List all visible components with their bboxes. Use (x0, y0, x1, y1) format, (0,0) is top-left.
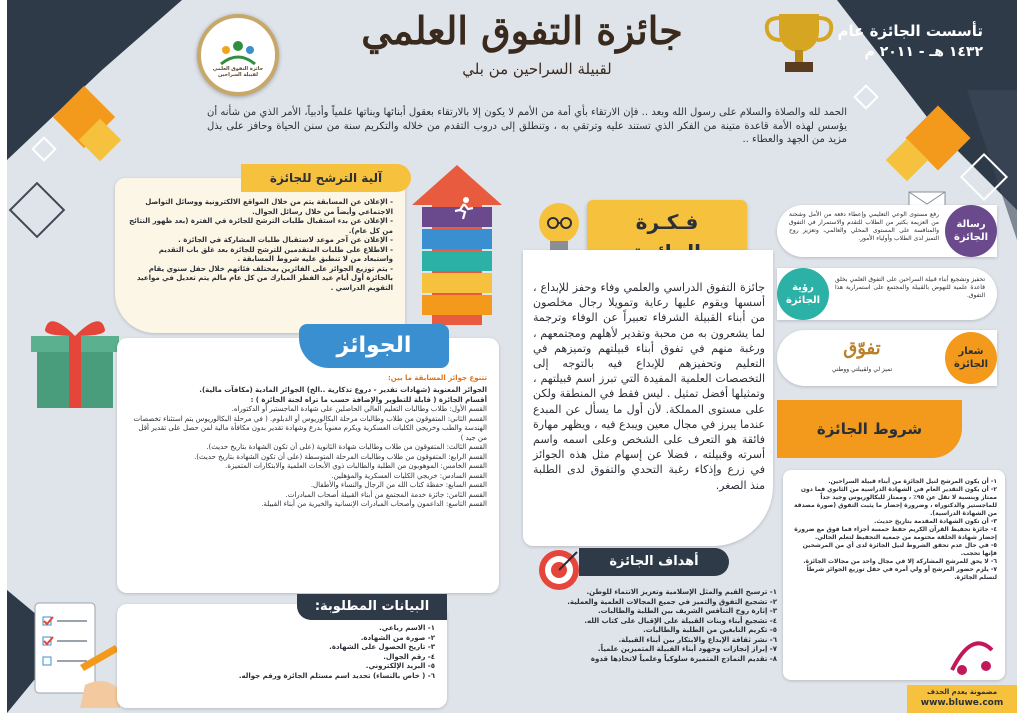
list-item: ٧- إبراز إنجازات وجهود أبناء القبيلة المتميزين علمياً. (597, 645, 777, 653)
vision-title: رؤية الجائزة (785, 282, 821, 306)
list-item: - يتم توزيع الجوائز على الفائزين بمختلف فئاتهم خلال حفل سنوي يقام بالجائزة أول أيام عيد الفطر المبارك من كل عام مالم يتم تعديل في مواعيد التقويم الدراسي . (136, 264, 393, 292)
nomination-title: آلية الترشح للجائزة (241, 164, 411, 192)
list-item: ٥- تكريم النابغين من الطلبة والطالبات. (643, 626, 777, 634)
idea-text: جائزة التفوق الدراسي والعلمي وفاء وحفز للإبداع ، أسسها ويقوم عليها رعاية وتمويلا رجال مخلصون من أبناء القبيلة الشرفاء تعبيراً عن الوفاء وترجمة لما يشعرون به من محبة وتقدير لأهلهم ومجتمعهم ، ورغبة منهم في تفوق أبناء قبيلتهم وتميزهم في التعليم وتحفيزهم للإبداع فيه بالتوجه إلى التخصصات العلمية المفيدة التي تبرز اسم قبيلتهم ، وتمثيلها أفضل تمثيل . ليس فقط في المنطقة ولكن على مستوى المملكة. لأن أول ما يسأل عن المبدع عندما يبرز في مجال معين ويبدع فيه ، ويظهر مهارة فائقة هو التعرف على الشخص وعلى اسمه واسم أسرته وقبيلته ، فضلا عن إسهام مثل هذه الجوائز في زرع وإذكاء رغبة التحدي والتفوق لدى الطلبة منذ الصغر. (533, 281, 765, 492)
prizes-panel (117, 333, 499, 593)
list-item: ٦- نشر ثقافة الإبداع والابتكار بين أبناء القبيلة. (618, 635, 777, 644)
list-item: ٣- أن تكون الشهادة المقدمة بتاريخ حديث. (874, 518, 997, 525)
watermark-logo-icon (942, 630, 1002, 680)
goals-title-box (579, 548, 729, 576)
founded-label: تأسست الجائزة عام (837, 22, 983, 40)
page-subtitle: لقبيلة السراحين من بلي (462, 60, 612, 78)
list-item: ٨- تقديم النماذج المتميزة سلوكياً وعلمياً لاتخاذها قدوة (590, 654, 777, 663)
idea-title: فـكـرة (635, 210, 699, 234)
list-item: القسم الثالث: المتفوقون من طلاب وطالبات شهادة الثانوية (على أن تكون الشهادة بتاريخ حديث). (206, 443, 487, 451)
conditions-title-box (777, 400, 962, 458)
list-item: ٣- تاريخ الحصول على الشهادة. (329, 643, 435, 651)
nomination-list (128, 198, 393, 293)
message-title: رسالة الجائزة (953, 219, 989, 243)
message-text: رفع مستوى الوعي التعليمي وإعطاء دفعة من الأمل وشحنة من العزيمة بكثير من الطلاب للتقدم والاستمرار في التفوق والمنافسة على المستوى المحلي والعالمي، وتعزيز روح التميز لدى الطلاب وأولياء الأمور. (789, 211, 939, 242)
page-title: جائزة التفوق العلمي (361, 8, 683, 53)
vision-badge (777, 268, 829, 320)
slogan-caption: تميز لي ولقبيلتي ووطني (831, 366, 893, 373)
stairs-graphic (407, 165, 507, 325)
logo-text: جائزة التفوق العلمي لقبيلة السراحين (212, 66, 264, 78)
list-item: ٢- تشجيع التفوق والتميز في جميع المجالات العلمية والعملية. (567, 597, 777, 606)
watermark-line1: مضمونة يعدم الحذف (926, 688, 998, 696)
slogan-word: تفوّق (843, 338, 881, 359)
list-item: - الإعلان عن آخر موعد لاستقبال طلبات المشاركة في الجائزة . (178, 236, 393, 244)
list-item: ٥- في حال عدم تحقق الشروط لنيل الجائزة لدى أي من المرشحين فإنها تحجب. (802, 542, 997, 557)
list-item: ٤- جائزة تحفيظ القرآن الكريم حفظ خمسة أجزاء فما فوق مع ضرورة إحضار شهادة الحلقة مختومة من جمعية التحفيظ لتعلم الحالي. (794, 526, 997, 541)
checklist-icon (25, 595, 125, 710)
logo-emblem-icon (201, 18, 275, 92)
slogan-badge (945, 332, 997, 384)
watermark-line2: www.bluwe.com (920, 698, 1004, 708)
list-item: القسم الثامن: جائزة خدمة المجتمع من أبناء القبيلة أصحاب المبادرات. (285, 490, 487, 499)
founded-date: ١٤٣٢ هـ - ٢٠١١ م (864, 44, 983, 60)
required-list (135, 624, 435, 681)
message-panel (777, 205, 997, 257)
vision-panel (777, 268, 997, 320)
runner-icon (452, 196, 476, 220)
required-panel (117, 599, 447, 708)
list-item: ١- أن يكون المرشح لنيل الجائزة من أبناء قبيلة السراحين. (828, 478, 997, 485)
intro-paragraph: الحمد لله والصلاة والسلام على رسول الله وبعد .. فإن الارتقاء بأي أمة من الأمم لا يكون إلا بالارتقاء بعقول أبنائها وبناتها علمياً وأدبياً، الأمر الذي من شأنه أن يؤسس لهذه الأمة قاعدة متينة من الفكر الذي تستند عليه وترتقي به ، وتنطلق إلى دروب التقدم من خلاله والتكريم سنة من سنن الحياة وحافز على بذل مزيد من الجهد والعطاء .. (207, 107, 847, 145)
list-item: القسم السادس: خريجي الكليات العسكرية والمؤهلين. (331, 471, 487, 480)
prizes-list (129, 386, 487, 510)
list-item: ٣- إثارة روح التنافس الشريف بين الطلبة والطالبات. (597, 607, 777, 615)
gift-box-icon (25, 310, 125, 410)
list-item: ١- الاسم رباعي. (379, 624, 435, 632)
slogan-panel (777, 330, 997, 386)
list-item: القسم الأول: طلاب وطالبات التعليم العالي الحاصلين على شهادة الماجستير أو الدكتوراه. (231, 405, 487, 413)
required-title: البيانات المطلوبة: (297, 594, 447, 620)
slogan-title: شعار الجائزة (953, 346, 989, 370)
award-logo (197, 14, 279, 96)
list-item: ٢- صورة من الشهادة. (360, 633, 435, 642)
prizes-intro: تتنوع جوائز المسابقة ما بين: (387, 374, 487, 382)
list-item: الجوائز المعنوية (شهادات تقدير - دروع تذكارية ..الخ) الجوائز المادية (مكافآت مالية). (199, 386, 487, 394)
poster (7, 0, 1017, 713)
list-item: ٥- البريد الإلكتروني. (365, 662, 435, 670)
watermark-banner (907, 685, 1017, 713)
conditions-list (791, 478, 997, 582)
list-item: ٦- ( خاص بالنساء) تحديد اسم مستلم الجائزة ورقم جواله. (238, 671, 435, 680)
list-item: القسم السابع: حفظة كتاب الله من الرجال والنساء والأطفال. (310, 481, 487, 489)
list-item: - الاطلاع على طلبات المتقدمين للترشح للجائزة بعد غلق باب التقديم واستبعاد من لا تنطبق عليه شروط المسابقة . (158, 245, 393, 263)
list-item: - الإعلان عن بدء استقبال طلبات الترشح للجائزة في الفترة (بعد ظهور النتائج من كل عام). (129, 217, 393, 235)
list-item: القسم الثاني: المتفوقون من طلاب وطالبات مرحلة البكالوريوس أو الدبلوم. ( في مرحلة البكالوريوس يتم استثناء تخصصات الهندسة والطب وخريجي الكليات العسكرية ويكرم معنوياً بدرع وشهادة تقدير بدون مكافأة مالية لمن حصل على تقدير أقل من جيد ) (133, 414, 487, 442)
list-item: ٤- تشجيع أبناء وبنات القبيلة على الإقبال على كتاب الله. (584, 616, 777, 625)
target-icon (537, 548, 581, 592)
list-item: ٢- أن يكون التقدير العام في الشهادة الدراسية من الثانوي فما دون ممتاز وبنسبة لا تقل عن ٩٥٪ ، وممتاز للبكالوريوس وجيد جداً للماجستير والدكتوراه ، وضرورة إحضار ما يثبت التفوق (صورة مصدقة من الشهادة الدراسية). (794, 486, 997, 517)
list-item: ١- ترسيخ القيم والمثل الإسلامية وتعزيز الانتماء للوطن. (586, 588, 777, 596)
list-item: - الإعلان عن المسابقة يتم من خلال المواقع الالكترونية ووسائل التواصل الاجتماعي وأيضاً من خلال رسائل الجوال. (145, 198, 393, 216)
trophy-icon (759, 6, 839, 86)
list-item: ٤- رقم الجوال. (383, 652, 435, 661)
goals-title: أهداف الجائزة (609, 554, 699, 569)
list-item: ٦- لا يحق للمرشح المشاركة إلا في مجال واحد من مجالات الجائزة. (803, 558, 997, 565)
list-item: القسم الخامس: الموهوبون من الطلبة والطالبات ذوي الأبحاث العلمية والابتكارات المتميزة. (225, 462, 487, 470)
list-item: ٧- يلزم حضور المرشح أو ولي أمره في حفل توزيع الجوائز شرطاً لتسلم الجائزة. (806, 566, 997, 581)
list-item: أقسام الجائزة ( قابلة للتطوير والإضافة حسب ما تراه لجنة الجائزة ) : (250, 395, 487, 404)
conditions-title: شروط الجائزة (816, 420, 923, 438)
nomination-panel (115, 171, 405, 333)
message-badge (945, 205, 997, 257)
prizes-title: الجوائز (299, 324, 449, 368)
list-item: القسم الرابع: المتفوقون من طلاب وطالبات المرحلة المتوسطة (على أن تكون الشهادة بتاريخ حديث). (194, 452, 487, 461)
goals-list (507, 588, 777, 664)
list-item: القسم التاسع: الداعمون وأصحاب المبادرات الإنسانية والخيرية من أبناء القبيلة. (261, 500, 487, 508)
vision-text: تحفيز وتشجيع أبناء قبيلة السراحين على التفوق العلمي بخلق قاعدة علمية للنهوض بالقبيلة والمجتمع على استمرارية هذا التفوق. (835, 276, 985, 299)
